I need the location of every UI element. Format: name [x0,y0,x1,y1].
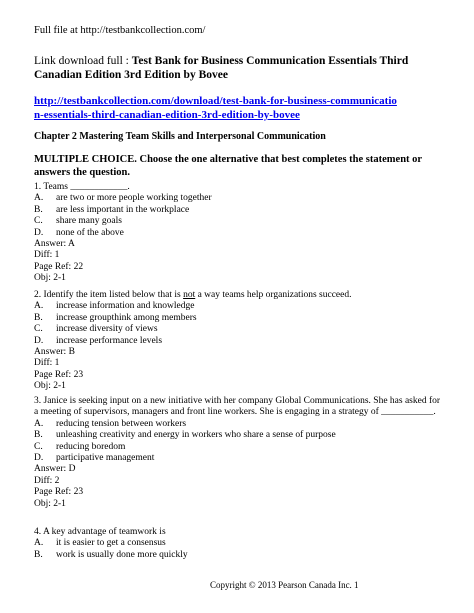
answer: Answer: D [34,464,76,475]
option-letter: A. [34,538,44,549]
question-stem: 4. A key advantage of teamwork is [34,527,166,537]
option-letter: D. [34,453,44,464]
question-meta [34,239,444,285]
objective: Obj: 2-1 [34,498,66,509]
answer: Answer: B [34,347,75,358]
question-stem [34,290,444,301]
option-a [34,419,444,430]
option-letter: C. [34,324,43,335]
option-text: increase performance levels [56,335,163,346]
option-text: increase groupthink among members [56,312,197,323]
download-link[interactable] [34,94,446,122]
option-letter: B. [34,430,43,441]
option-text: are less important in the workplace [56,204,190,215]
option-text: reducing boredom [56,441,126,452]
question-meta [34,347,444,393]
answer: Answer: A [34,239,75,250]
question-3 [34,396,444,510]
difficulty: Diff: 2 [34,475,60,486]
full-file-line: Full file at http://testbankcollection.com/ [34,25,206,36]
option-text: unleashing creativity and energy in workers who share a sense of purpose [56,430,336,441]
option-text: none of the above [56,227,124,238]
book-title: Test Bank for Business Communication Essentials Third Canadian Edition 3rd Edition by Bovee [34,55,409,81]
question-2 [34,290,444,393]
option-b [34,430,444,441]
option-a [34,301,444,312]
stem-text: 2. Identify the item listed below that is [34,290,184,300]
objective: Obj: 2-1 [34,273,66,284]
option-text: reducing tension between workers [56,418,187,429]
option-letter: A. [34,418,44,429]
page-footer: Copyright © 2013 Pearson Canada Inc. 1 [210,580,359,590]
option-c [34,216,444,227]
stem-emphasis: not [183,290,196,300]
question-meta [34,464,444,510]
option-c [34,324,444,335]
stem-text: a way teams help organizations succeed. [195,290,352,300]
option-letter: D. [34,335,44,346]
question-stem: 1. Teams ____________. [34,182,130,192]
option-text: share many goals [56,216,122,227]
instructions: MULTIPLE CHOICE. Choose the one alternative that best completes the statement or answers the question. [34,154,422,178]
option-b [34,550,444,561]
page-ref: Page Ref: 22 [34,261,84,272]
download-title [34,54,444,82]
option-letter: D. [34,227,44,238]
option-letter: A. [34,301,44,312]
option-text: increase diversity of views [56,324,158,335]
option-text: increase information and knowledge [56,301,195,312]
page-ref: Page Ref: 23 [34,369,84,380]
option-letter: C. [34,441,43,452]
download-link-line-2[interactable]: n-essentials-third-canadian-edition-3rd-edition-by-bovee [34,109,300,121]
option-a [34,538,444,549]
option-text: participative management [56,453,155,464]
question-1 [34,182,444,285]
option-letter: B. [34,204,43,215]
difficulty: Diff: 1 [34,250,60,261]
option-text: it is easier to get a consensus [56,538,166,549]
option-b [34,205,444,216]
option-a [34,193,444,204]
objective: Obj: 2-1 [34,381,66,392]
option-d [34,336,444,347]
option-b [34,313,444,324]
option-c [34,442,444,453]
option-text: are two or more people working together [56,193,212,204]
download-link-line-1[interactable]: http://testbankcollection.com/download/test-bank-for-business-communicatio [34,95,397,107]
option-text: work is usually done more quickly [56,549,188,560]
option-d [34,228,444,239]
page-ref: Page Ref: 23 [34,487,84,498]
link-prefix: Link download full : [34,55,132,67]
option-letter: B. [34,312,43,323]
option-d [34,453,444,464]
option-letter: C. [34,216,43,227]
question-stem: 3. Janice is seeking input on a new initiative with her company Global Communications. She has asked for a meeting of supervisors, managers and front line workers. She is engaging in a strategy of ___________. [34,396,441,418]
question-4 [34,527,444,561]
option-letter: B. [34,549,43,560]
chapter-heading: Chapter 2 Mastering Team Skills and Interpersonal Communication [34,131,326,142]
option-letter: A. [34,193,44,204]
difficulty: Diff: 1 [34,358,60,369]
